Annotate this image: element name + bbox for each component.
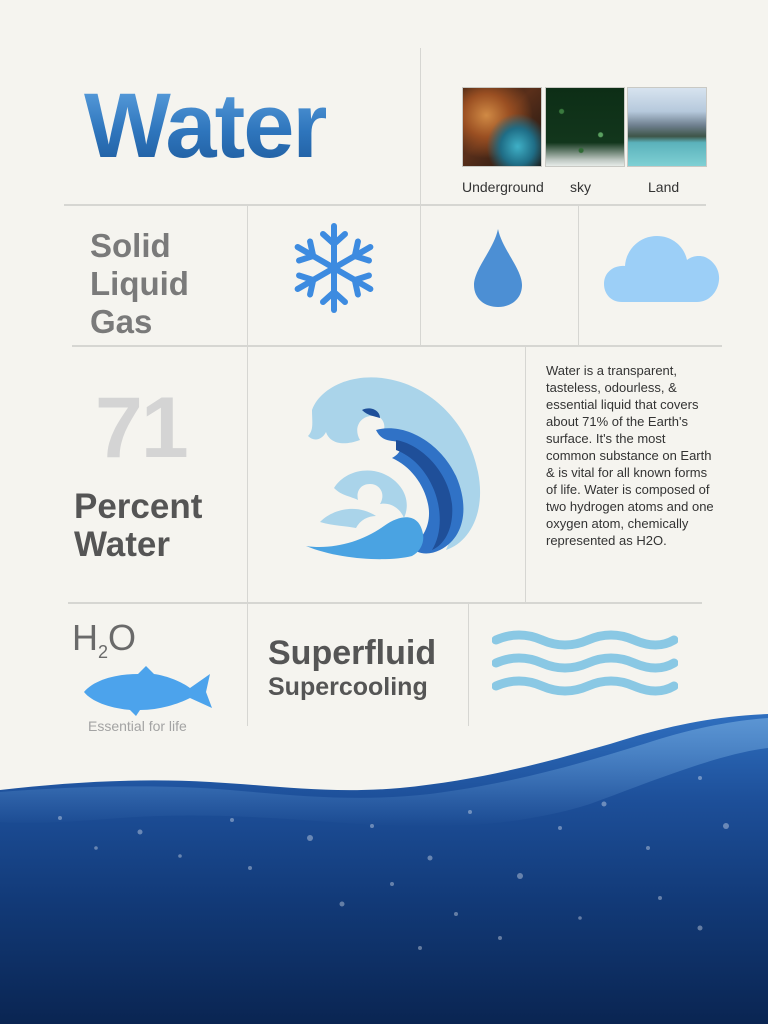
sky-photo [545,87,625,167]
divider [247,206,248,346]
percent-label: Percent [74,487,203,526]
divider [72,345,722,347]
divider [420,206,421,346]
state-liquid: Liquid [90,265,189,302]
underground-photo [462,87,542,167]
divider [68,602,702,604]
water-drop-icon [472,227,524,309]
description-text: Water is a transparent, tasteless, odourless, & essential liquid that covers about 71% of the Earth's surface. It's the most common substance on Earth & is vital for all known forms of life. Water is composed of two hydrogen atoms and one oxygen atom, chemically represented as H2O. [546,363,714,548]
divider [64,204,706,206]
caption: Essential for life [88,718,187,734]
superfluid-label: Superfluid [268,634,437,672]
land-label: Land [648,179,680,195]
formula-subscript: 2 [98,642,109,663]
divider [420,48,421,204]
water-label: Water [74,525,170,564]
state-solid: Solid [90,227,171,264]
cloud-icon [604,232,720,304]
supercooling-label: Supercooling [268,673,428,701]
sky-label: sky [570,179,591,195]
percent-number: 71 [95,380,187,476]
wave-icon [300,370,490,565]
state-gas: Gas [90,303,153,340]
land-photo [627,87,707,167]
divider [525,347,526,603]
underground-label: Underground [462,179,544,195]
waves-icon [492,630,678,698]
page-title: Water [84,75,327,177]
divider [578,206,579,346]
ocean-image [0,708,768,1024]
h2o-formula [72,617,137,663]
snowflake-icon [286,222,382,314]
formula-h: H [72,617,98,658]
formula-o: O [108,617,137,658]
divider [247,347,248,603]
